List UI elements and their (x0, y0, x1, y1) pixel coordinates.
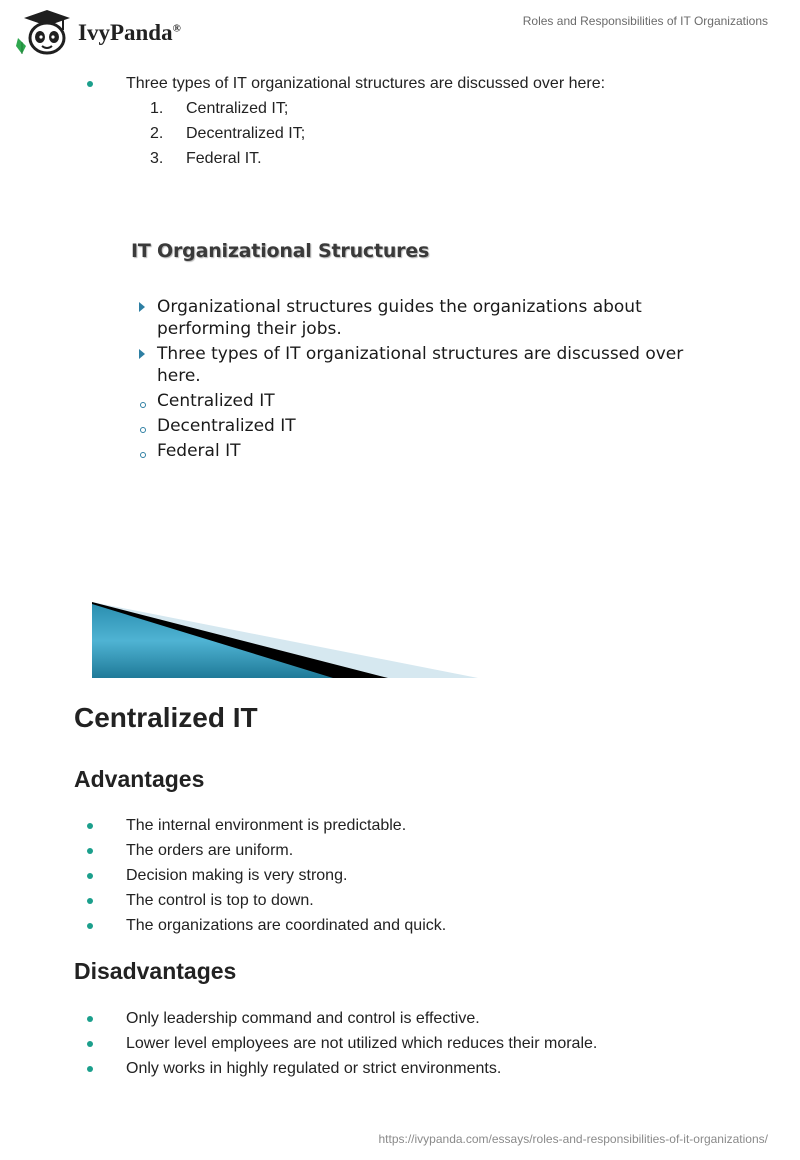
circle-bullet-icon (140, 452, 146, 458)
list-number: 3. (150, 150, 164, 167)
circle-bullet-icon (140, 427, 146, 433)
slide-image (88, 226, 718, 686)
bullet-icon (87, 1066, 93, 1072)
advantage-text: The control is top to down. (126, 892, 314, 909)
slide-subpoint (157, 415, 717, 437)
bullet-icon (87, 81, 93, 87)
bullet-icon (87, 1016, 93, 1022)
slide-point-text: Three types of IT organizational structures are discussed over here. (157, 344, 684, 386)
bullet-icon (87, 873, 93, 879)
list-item (150, 149, 262, 169)
advantage-item (126, 816, 406, 836)
slide-subpoint (157, 440, 717, 462)
advantage-item (126, 891, 314, 911)
disadvantage-text: Lower level employees are not utilized which reduces their morale. (126, 1035, 598, 1052)
list-item (150, 99, 289, 119)
triangle-bullet-icon (139, 349, 145, 359)
slide-point-text: Organizational structures guides the organizations about performing their jobs. (157, 297, 642, 339)
advantage-text: Decision making is very strong. (126, 867, 348, 884)
panda-logo-icon (14, 8, 76, 58)
document-title: Roles and Responsibilities of IT Organizations (522, 14, 768, 28)
circle-bullet-icon (140, 402, 146, 408)
advantage-text: The organizations are coordinated and quick. (126, 917, 447, 934)
disadvantage-item (126, 1009, 480, 1029)
slide-subpoint (157, 390, 717, 412)
bullet-icon (87, 823, 93, 829)
list-text: Centralized IT; (186, 100, 289, 117)
list-number: 1. (150, 100, 164, 117)
advantage-item (126, 916, 446, 936)
disadvantage-text: Only works in highly regulated or strict environments. (126, 1060, 502, 1077)
advantage-item (126, 866, 347, 886)
page-header (0, 0, 800, 64)
list-item (150, 124, 306, 144)
intro-bullet-text: Three types of IT organizational structures are discussed over here: (126, 75, 606, 92)
ivypanda-logo[interactable] (14, 8, 194, 58)
slide-point (157, 296, 717, 340)
advantage-item (126, 841, 293, 861)
disadvantage-item (126, 1059, 501, 1079)
bullet-icon (87, 898, 93, 904)
bullet-icon (87, 923, 93, 929)
bullet-icon (87, 848, 93, 854)
triangle-bullet-icon (139, 302, 145, 312)
disadvantage-text: Only leadership command and control is effective. (126, 1010, 480, 1027)
source-url-link[interactable]: https://ivypanda.com/essays/roles-and-responsibilities-of-it-organizations/ (378, 1132, 768, 1146)
advantage-text: The internal environment is predictable. (126, 817, 407, 834)
list-text: Federal IT. (186, 150, 262, 167)
slide-subpoint-text: Centralized IT (157, 391, 275, 411)
slide-decorative-wedge (88, 600, 488, 680)
slide-point (157, 343, 717, 387)
brand-name: IvyPanda® (78, 20, 181, 45)
advantages-heading: Advantages (74, 766, 205, 792)
list-text: Decentralized IT; (186, 125, 306, 142)
disadvantages-heading: Disadvantages (74, 958, 237, 984)
disadvantage-item (126, 1034, 597, 1054)
advantage-text: The orders are uniform. (126, 842, 294, 859)
list-number: 2. (150, 125, 164, 142)
intro-bullet (126, 74, 605, 94)
slide-subpoint-text: Decentralized IT (157, 416, 296, 436)
slide-title: IT Organizational Structures (131, 240, 430, 262)
section-title: Centralized IT (74, 702, 258, 733)
slide-subpoint-text: Federal IT (157, 441, 241, 461)
bullet-icon (87, 1041, 93, 1047)
